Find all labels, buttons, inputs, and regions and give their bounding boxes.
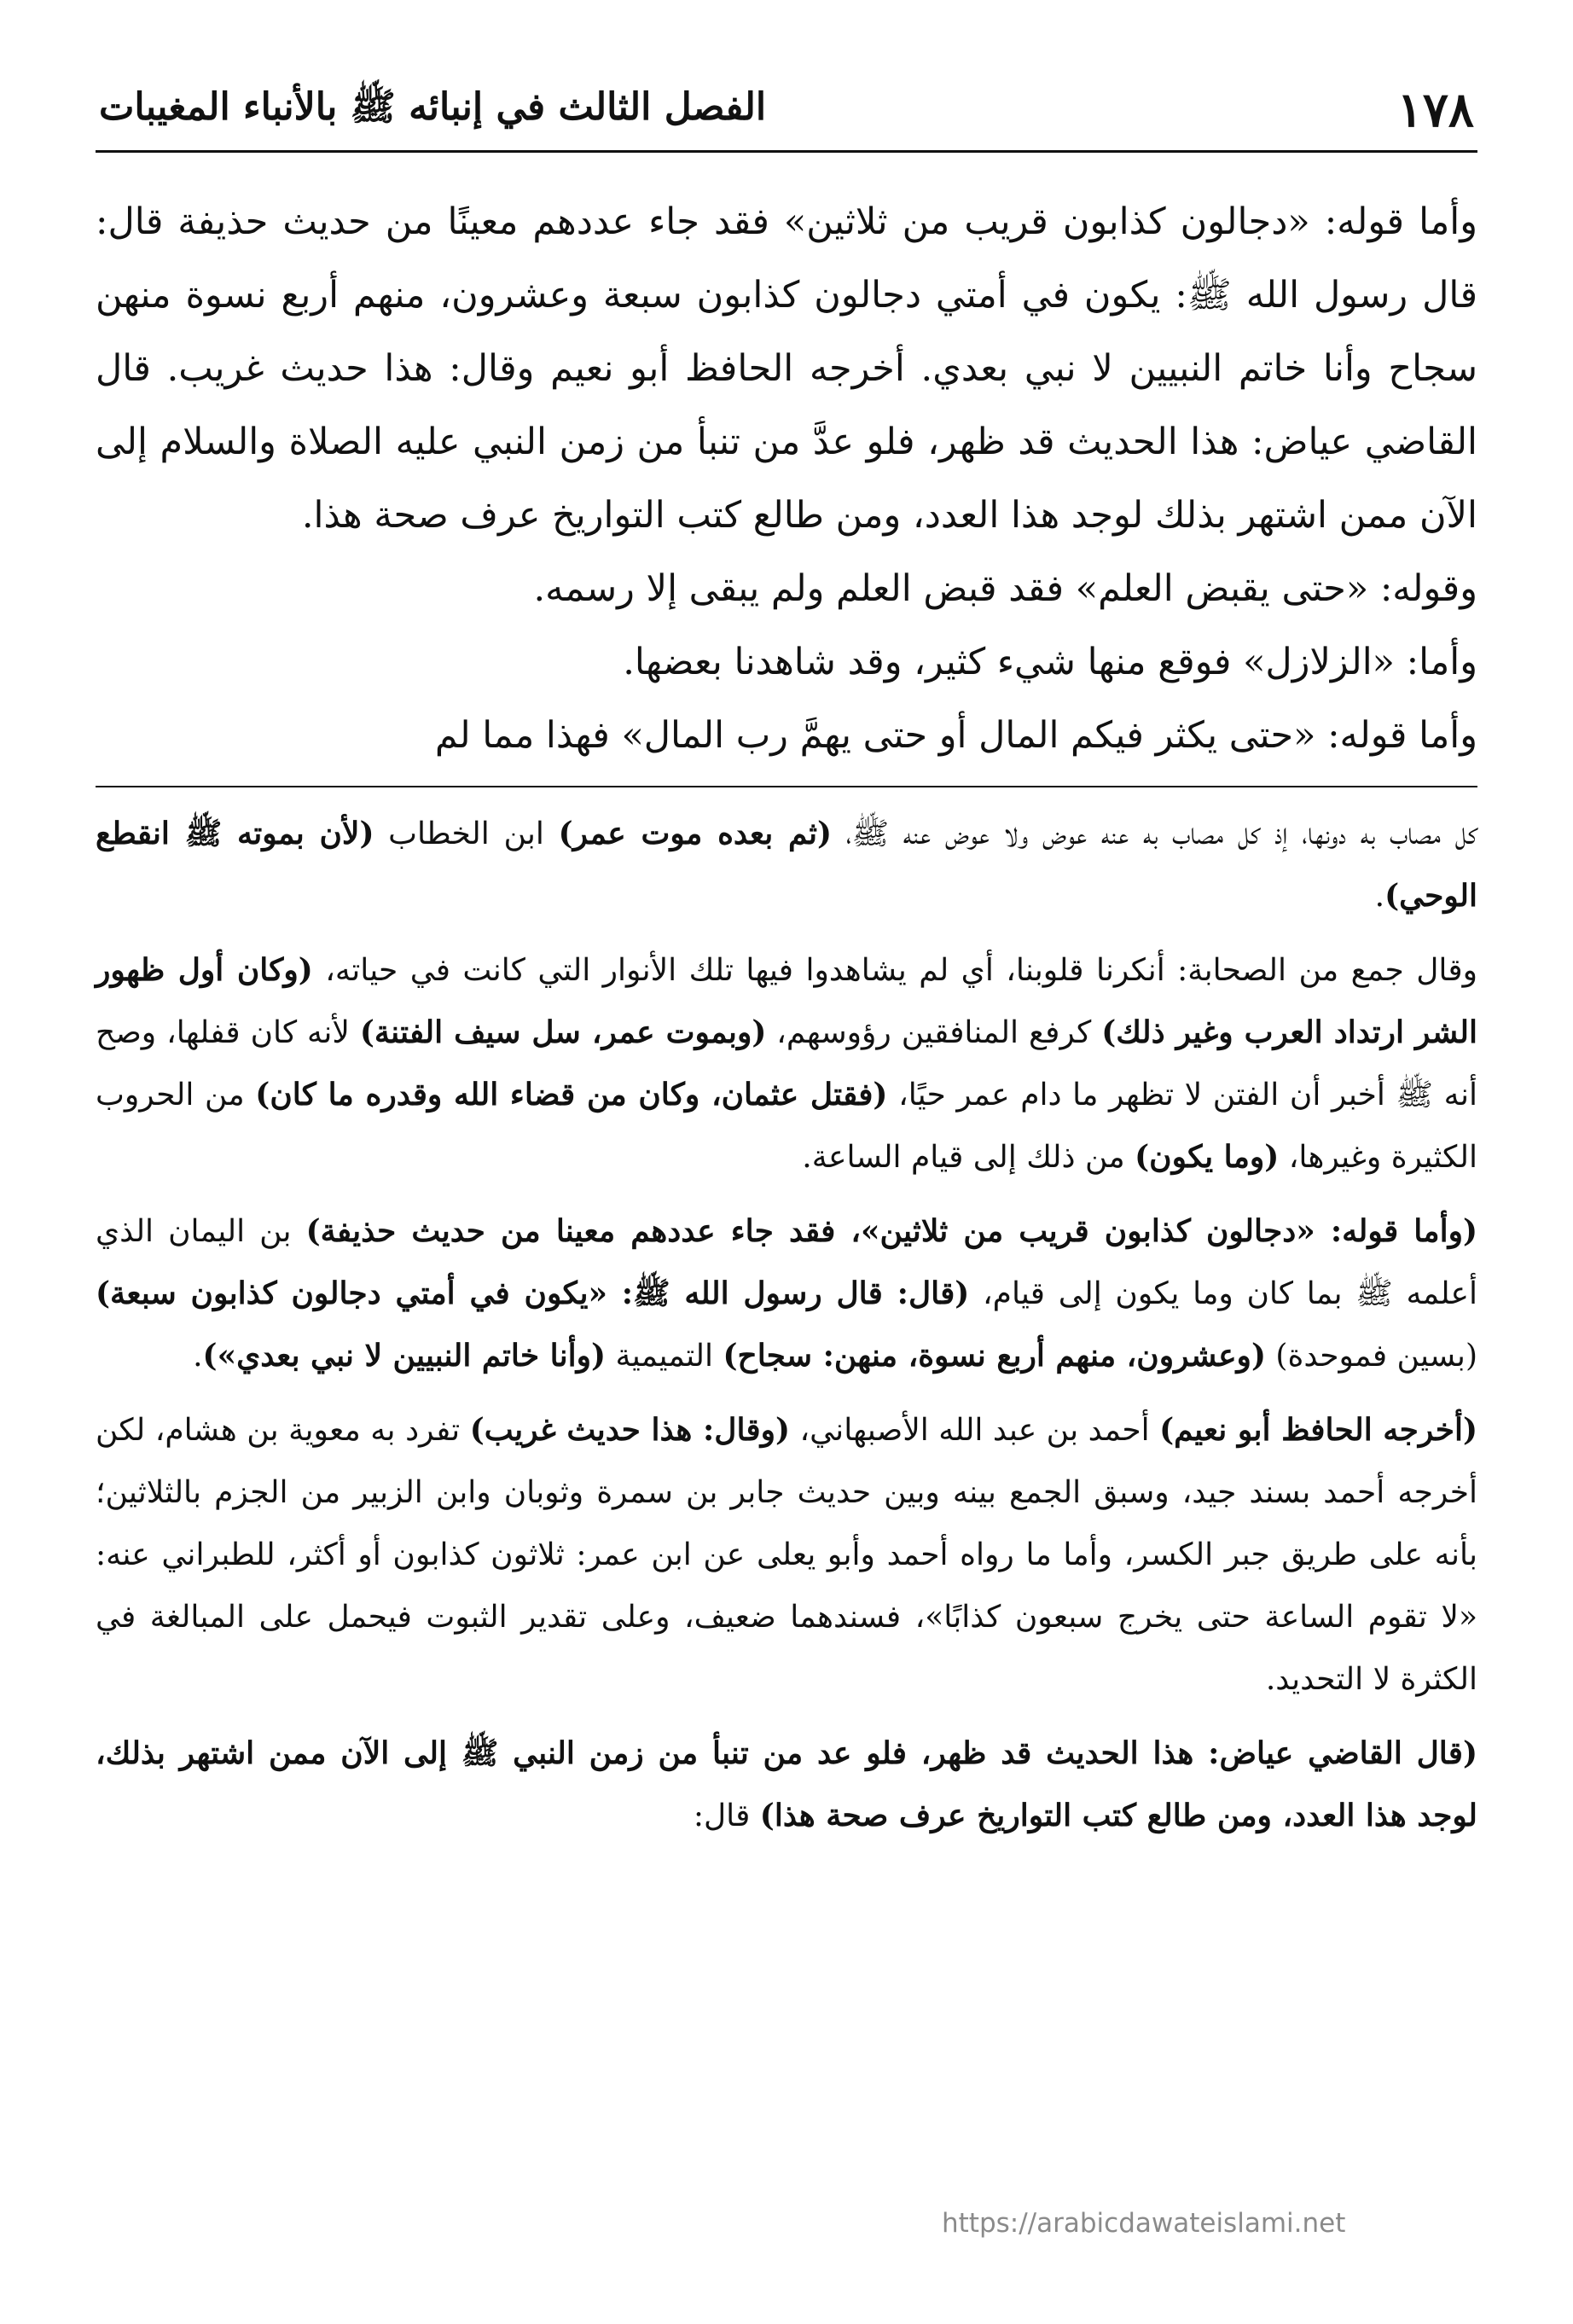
- commentary-quoted-text: (لأن بموته ﷺ انقطع الوحي): [96, 816, 1477, 914]
- commentary: [96, 803, 1477, 1847]
- commentary-quoted-text: (أخرجه الحافظ أبو نعيم): [1159, 1412, 1477, 1448]
- commentary-paragraph-5: [96, 1723, 1477, 1847]
- commentary-text: بن اليمان الذي أعلمه ﷺ بما كان وما يكون إلى قيام،: [96, 1214, 1477, 1311]
- commentary-quoted-text: (وعشرون، منهم أربع نسوة، منهن: سجاح): [723, 1338, 1266, 1374]
- commentary-text: وقال جمع من الصحابة: أنكرنا قلوبنا، أي لم يشاهدوا فيها تلك الأنوار التي كانت في حياته،: [312, 953, 1477, 988]
- commentary-quoted-text: (قال: قال رسول الله ﷺ: «يكون في أمتي دجالون كذابون سبعة): [96, 1275, 970, 1311]
- running-title: الفصل الثالث في إنبائه ﷺ بالأنباء المغيبات: [99, 85, 767, 129]
- commentary-quoted-text: (وقال: هذا حديث غريب): [469, 1412, 791, 1448]
- commentary-text: من ذلك إلى قيام الساعة.: [802, 1140, 1135, 1175]
- commentary-paragraph-3: [96, 1200, 1477, 1387]
- commentary-text: ابن الخطاب: [374, 816, 559, 851]
- page-number: ١٧٨: [1396, 82, 1474, 138]
- page-header: [96, 60, 1477, 153]
- commentary-text: (بسين فموحدة): [1265, 1339, 1477, 1374]
- main-paragraph-1: وأما قوله: «دجالون كذابون قريب من ثلاثين» فقد جاء عددهم معينًا من حديث حذيفة قال: قال رسول الله ﷺ: يكون في أمتي دجالون كذابون سبعة وعشرون، منهم أربع نسوة منهن سجاح وأنا خاتم النبيين لا نبي بعدي. أخرجه الحافظ أبو نعيم وقال: هذا حديث غريب. قال القاضي عياض: هذا الحديث قد ظهر، فلو عدَّ من تنبأ من زمن النبي عليه الصلاة والسلام إلى الآن ممن اشتهر بذلك لوجد هذا العدد، ومن طالع كتب التواريخ عرف صحة هذا.: [96, 200, 1477, 537]
- commentary-quoted-text: (وبموت عمر، سل سيف الفتنة): [359, 1014, 767, 1050]
- footnote-divider: [96, 786, 1477, 787]
- commentary-quoted-text: (وأنا خاتم النبيين لا نبي بعدي»): [202, 1338, 607, 1374]
- commentary-quoted-text: (وكان أول ظهور الشر ارتداد العرب وغير ذلك): [96, 952, 1478, 1050]
- commentary-text: لأنه كان قفلها، وصح أنه ﷺ أخبر أن الفتن لا تظهر ما دام عمر حيًا،: [96, 1015, 1477, 1113]
- commentary-quoted-text: (ثم بعده موت عمر): [558, 816, 832, 851]
- commentary-text: تفرد به معوية بن هشام، لكن أخرجه أحمد بسند جيد، وسبق الجمع بينه وبين حديث جابر بن سمرة وثوبان وابن الزبير من الجزم بالثلاثين؛ بأنه على طريق جبر الكسر، وأما ما رواه أحمد وأبو يعلى عن ابن عمر: ثلاثون كذابون أو أكثر، للطبراني عنه: «لا تقوم الساعة حتى يخرج سبعون كذابًا»، فسندهما ضعيف، وعلى تقدير الثبوت فيحمل على المبالغة في الكثرة لا التحديد.: [96, 1413, 1477, 1697]
- commentary-text: .: [193, 1339, 203, 1374]
- main-paragraph-2: وقوله: «حتى يقبض العلم» فقد قبض العلم ولم يبقى إلا رسمه.: [533, 567, 1477, 610]
- commentary-text: كرفع المنافقين رؤوسهم،: [766, 1015, 1102, 1050]
- book-page: [96, 60, 1477, 2278]
- commentary-text: أحمد بن عبد الله الأصبهاني،: [790, 1413, 1160, 1448]
- commentary-paragraph-2: [96, 939, 1477, 1188]
- commentary-text: من الحروب الكثيرة وغيرها،: [96, 1078, 1477, 1175]
- commentary-quoted-text: (وما يكون): [1135, 1139, 1280, 1175]
- commentary-text: كل مصاب به دونها، إذ كل مصاب به عنه عوض ولا عوض عنه ﷺ،: [832, 816, 1477, 851]
- watermark-url: https://arabicdawateislami.net: [942, 2208, 1346, 2239]
- commentary-quoted-text: (وأما قوله: «دجالون كذابون قريب من ثلاثين»، فقد جاء عددهم معينا من حديث حذيفة): [305, 1213, 1477, 1249]
- commentary-paragraph-4: [96, 1399, 1477, 1711]
- main-paragraph-4: وأما قوله: «حتى يكثر فيكم المال أو حتى يهمَّ رب المال» فهذا مما لم: [434, 714, 1477, 757]
- commentary-paragraph-1: [96, 803, 1477, 927]
- commentary-text: التميمية: [606, 1339, 723, 1374]
- main-text: [96, 185, 1477, 772]
- commentary-text: .: [1374, 879, 1385, 914]
- commentary-text: قال:: [693, 1798, 760, 1833]
- commentary-quoted-text: (فقتل عثمان، وكان من قضاء الله وقدره ما كان): [255, 1077, 888, 1113]
- commentary-quoted-text: (قال القاضي عياض: هذا الحديث قد ظهر، فلو عد من تنبأ من زمن النبي ﷺ إلى الآن ممن اشتهر بذلك، لوجد هذا العدد، ومن طالع كتب التواريخ عرف صحة هذا): [96, 1735, 1477, 1833]
- main-paragraph-3: وأما: «الزلازل» فوقع منها شيء كثير، وقد شاهدنا بعضها.: [623, 641, 1477, 683]
